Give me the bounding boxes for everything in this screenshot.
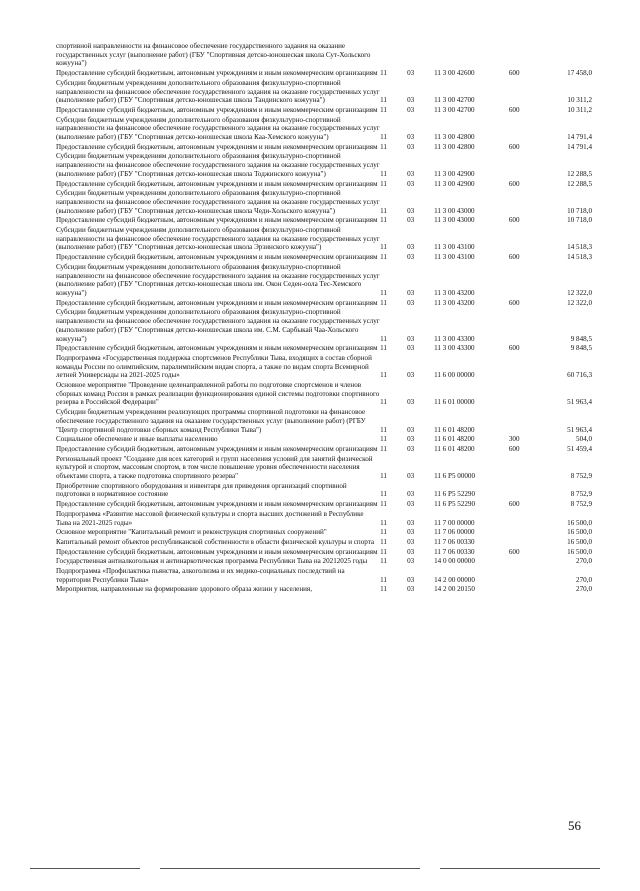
- row-expense-type: [509, 42, 540, 69]
- row-section-code: 11: [380, 547, 387, 556]
- row-amount: 504,0: [576, 435, 592, 444]
- row-subsection-code: 03: [407, 243, 415, 252]
- row-amount: 51 963,4: [567, 425, 592, 434]
- table-row: [56, 299, 592, 309]
- row-subsection-code: 03: [407, 528, 415, 537]
- row-section-code: 11: [380, 398, 387, 407]
- row-expense-type: [509, 79, 540, 106]
- row-section-code: 11: [380, 298, 387, 307]
- row-target-article: 11 3 00 43100: [434, 243, 475, 252]
- table-row: [56, 216, 592, 226]
- row-expense-type: [509, 482, 540, 500]
- row-subsection-code: 03: [407, 500, 415, 509]
- row-target-article: 11 7 06 00330: [434, 547, 475, 556]
- table-row: [56, 354, 592, 381]
- row-description: Подпрограмма «Профилактика пьянства, алкоголизма и их медико-социальных последствий на территории Республики Тыва»: [56, 567, 345, 584]
- row-expense-type: 600: [508, 444, 520, 453]
- row-section-code: 11: [380, 518, 387, 527]
- table-row: [56, 528, 592, 538]
- row-amount: 51 963,4: [567, 398, 592, 407]
- row-target-article: 11 3 00 43200: [434, 288, 475, 297]
- row-target-article: 11 3 00 42600: [434, 69, 475, 78]
- row-subsection-code: 03: [407, 253, 415, 262]
- row-description: Государственная антиалкогольная и антинаркотическая программа Республики Тыва на 20212025 годы: [56, 557, 368, 566]
- row-description: Предоставление субсидий бюджетным, автономным учреждениям и иным некоммерческим организациям: [56, 500, 378, 509]
- row-subsection-code: 03: [407, 334, 415, 343]
- row-amount: 10 311,2: [567, 105, 592, 114]
- row-subsection-code: 03: [407, 371, 415, 380]
- row-target-article: 11 7 06 00000: [434, 528, 475, 537]
- row-target-article: 11 6 P5 52290: [434, 500, 476, 509]
- table-row: [56, 308, 592, 344]
- row-section-code: 11: [380, 425, 387, 434]
- row-expense-type: 600: [508, 105, 520, 114]
- row-target-article: 11 6 01 48200: [434, 425, 475, 434]
- row-description: Социальное обеспечение и иные выплаты населению: [56, 435, 218, 444]
- row-subsection-code: 03: [407, 298, 415, 307]
- row-section-code: 11: [380, 435, 387, 444]
- budget-table: [56, 42, 592, 595]
- row-description: Субсидии бюджетным учреждениям дополнительного образования физкультурно-спортивной направленности на финансовое обеспечение государственного задания на оказание государственных услуг (выполнение работ) (ГБУ "Спортивная детско-юношеская школа Каа-Хемского кожууна"): [56, 115, 380, 142]
- table-row: [56, 538, 592, 548]
- row-subsection-code: 03: [407, 547, 415, 556]
- scan-edge-line: [160, 868, 420, 869]
- row-target-article: 11 3 00 43000: [434, 216, 475, 225]
- row-expense-type: [509, 308, 540, 344]
- row-target-article: 11 3 00 42900: [434, 179, 475, 188]
- row-expense-type: [509, 528, 540, 538]
- row-amount: 270,0: [576, 585, 592, 594]
- table-row: [56, 189, 592, 216]
- table-row: [56, 455, 592, 482]
- table-row: [56, 510, 592, 528]
- row-subsection-code: 03: [407, 435, 415, 444]
- row-subsection-code: 03: [407, 133, 415, 142]
- row-subsection-code: 03: [407, 179, 415, 188]
- row-subsection-code: 03: [407, 490, 415, 499]
- row-description: Субсидии бюджетным учреждениям дополнительного образования физкультурно-спортивной направленности на финансовое обеспечение государственного задания на оказание государственных услуг (выполнение работ) (ГБУ "Спортивная детско-юношеская школа Тандинского кожууна"): [56, 78, 380, 105]
- table-row: [56, 226, 592, 253]
- scan-edge-line: [440, 868, 600, 869]
- row-section-code: 11: [380, 528, 387, 537]
- row-subsection-code: 03: [407, 344, 415, 353]
- row-description: Предоставление субсидий бюджетным, автономным учреждениям и иным некоммерческим организациям: [56, 216, 378, 225]
- row-target-article: 11 3 00 43100: [434, 253, 475, 262]
- row-description: Предоставление субсидий бюджетным, автономным учреждениям и иным некоммерческим организациям: [56, 344, 378, 353]
- row-subsection-code: 03: [407, 425, 415, 434]
- row-description: Предоставление субсидий бюджетным, автономным учреждениям и иным некоммерческим организациям: [56, 298, 378, 307]
- row-expense-type: 600: [508, 179, 520, 188]
- row-amount: 16 500,0: [567, 528, 592, 537]
- table-row: [56, 180, 592, 190]
- row-subsection-code: 03: [407, 169, 415, 178]
- row-subsection-code: 03: [407, 472, 415, 481]
- row-amount: 9 848,5: [570, 344, 592, 353]
- row-amount: 14 518,3: [567, 243, 592, 252]
- row-description: Основное мероприятие "Проведение целенаправленной работы по подготовке спортсменов и членов сборных команд России в рамках реализации функционирования единой системы подготовки спортивного резерва в Российской Федерации": [56, 381, 380, 407]
- row-target-article: 11 7 06 00330: [434, 537, 475, 546]
- row-amount: 8 752,9: [570, 500, 592, 509]
- row-expense-type: [509, 557, 540, 567]
- row-expense-type: [509, 226, 540, 253]
- row-description: Капитальный ремонт объектов республиканской собственности в области физической культуры и спорта: [56, 537, 375, 546]
- row-target-article: 11 3 00 42800: [434, 142, 475, 151]
- row-section-code: 11: [380, 206, 387, 215]
- row-expense-type: 600: [508, 344, 520, 353]
- row-target-article: 11 3 00 43200: [434, 298, 475, 307]
- row-amount: 14 791,4: [567, 133, 592, 142]
- table-row: [56, 585, 592, 595]
- budget-table-body: [56, 42, 592, 595]
- row-description: Предоставление субсидий бюджетным, автономным учреждениям и иным некоммерческим организациям: [56, 69, 378, 78]
- row-amount: 270,0: [576, 575, 592, 584]
- row-expense-type: 600: [508, 69, 520, 78]
- row-section-code: [380, 42, 407, 69]
- row-description: Региональный проект "Создание для всех категорий и групп населения условий для занятий физической культурой и спортом, массовым спортом, в том числе повышение уровня обеспеченности населения объектами спорта, а также подготовка спортивного резерва": [56, 454, 373, 481]
- row-description: Мероприятия, направленные на формирование здорового образа жизни у населения,: [56, 585, 312, 594]
- row-description: Субсидии бюджетным учреждениям реализующих программы спортивной подготовки на финансовое обеспечение государственного задания на оказание государственных услуг (выполнение работ) (РГБУ "Центр спортивной подготовки сборных команд Республики Тыва"): [56, 408, 366, 434]
- row-section-code: 11: [380, 133, 387, 142]
- row-target-article: 11 3 00 42800: [434, 133, 475, 142]
- row-amount: 12 322,0: [567, 288, 592, 297]
- row-amount: 10 718,0: [567, 216, 592, 225]
- row-expense-type: [509, 585, 540, 595]
- row-amount: 60 716,3: [567, 371, 592, 380]
- row-description: Субсидии бюджетным учреждениям дополнительного образования физкультурно-спортивной направленности на финансовое обеспечение государственного задания на оказание государственных услуг (выполнение работ) (ГБУ "Спортивная детско-юношеская школа Чеди-Хольского кожууна"): [56, 189, 380, 215]
- table-row: [56, 263, 592, 299]
- row-target-article: 14 2 00 00000: [434, 575, 475, 584]
- table-row: [56, 557, 592, 567]
- row-expense-type: 600: [508, 142, 520, 151]
- row-amount: 270,0: [576, 557, 592, 566]
- row-section-code: 11: [380, 142, 387, 151]
- row-subsection-code: 03: [407, 142, 415, 151]
- row-expense-type: 600: [508, 253, 520, 262]
- row-amount: 8 752,9: [570, 490, 592, 499]
- row-target-article: 11 6 01 48200: [434, 444, 475, 453]
- row-amount: 16 500,0: [567, 547, 592, 556]
- row-description: Субсидии бюджетным учреждениям дополнительного образования физкультурно-спортивной направленности на финансовое обеспечение государственного задания на оказание государственных услуг (выполнение работ) (ГБУ "Спортивная детско-юношеская школа Эрзинского кожууна"): [56, 226, 380, 252]
- table-row: [56, 567, 592, 585]
- row-section-code: 11: [380, 179, 387, 188]
- row-target-article: 14 0 00 00000: [434, 557, 475, 566]
- row-expense-type: [509, 455, 540, 482]
- row-subsection-code: 03: [407, 585, 415, 594]
- row-expense-type: 600: [508, 298, 520, 307]
- row-target-article: 11 3 00 42700: [434, 105, 475, 114]
- row-target-article: 11 6 P5 00000: [434, 472, 476, 481]
- row-amount: 10 718,0: [567, 206, 592, 215]
- table-row: [56, 408, 592, 435]
- row-section-code: 11: [380, 253, 387, 262]
- row-amount: 12 288,5: [567, 169, 592, 178]
- table-row: [56, 548, 592, 558]
- page-number: 56: [568, 818, 581, 833]
- row-amount: 12 288,5: [567, 179, 592, 188]
- row-section-code: 11: [380, 490, 387, 499]
- row-description: Субсидии бюджетным учреждениям дополнительного образования физкультурно-спортивной направленности на финансовое обеспечение государственного задания на оказание государственных услуг (выполнение работ) (ГБУ "Спортивная детско-юношеская школа им. С.М. Сарбыкай Чаа-Хольского кожууна"): [56, 308, 380, 343]
- row-section-code: 11: [380, 344, 387, 353]
- row-target-article: 11 6 00 00000: [434, 371, 475, 380]
- row-target-article: 11 6 01 00000: [434, 398, 475, 407]
- row-expense-type: 600: [508, 500, 520, 509]
- row-target-article: 11 6 01 48200: [434, 435, 475, 444]
- row-amount: 8 752,9: [570, 472, 592, 481]
- row-description: Субсидии бюджетным учреждениям дополнительного образования физкультурно-спортивной направленности на финансовое обеспечение государственного задания на оказание государственных услуг (выполнение работ) (ГБУ "Спортивная детско-юношеская школа им. Окон Седен-оола Тес-Хемского кожууна"): [56, 262, 380, 297]
- row-target-article: 11 7 00 00000: [434, 518, 475, 527]
- row-amount: 17 458,0: [567, 69, 592, 78]
- table-row: [56, 42, 592, 69]
- table-row: [56, 69, 592, 79]
- scan-edge-line: [30, 868, 140, 869]
- table-row: [56, 381, 592, 408]
- row-expense-type: [509, 189, 540, 216]
- row-subsection-code: 03: [407, 288, 415, 297]
- table-row: [56, 253, 592, 263]
- row-section-code: 11: [380, 69, 387, 78]
- row-target-article: 11 3 00 43300: [434, 344, 475, 353]
- row-target-article: 11 3 00 43000: [434, 206, 475, 215]
- table-row: [56, 500, 592, 510]
- row-amount: 12 322,0: [567, 298, 592, 307]
- row-amount: [540, 42, 592, 69]
- row-expense-type: 600: [508, 216, 520, 225]
- row-expense-type: [509, 116, 540, 143]
- row-amount: 10 311,2: [567, 96, 592, 105]
- row-target-article: [434, 42, 509, 69]
- table-row: [56, 435, 592, 445]
- row-description: Предоставление субсидий бюджетным, автономным учреждениям и иным некоммерческим организациям: [56, 547, 378, 556]
- row-section-code: 11: [380, 585, 387, 594]
- row-target-article: 14 2 00 20150: [434, 585, 475, 594]
- row-subsection-code: 03: [407, 518, 415, 527]
- row-target-article: 11 3 00 43300: [434, 334, 475, 343]
- row-section-code: 11: [380, 575, 387, 584]
- table-row: [56, 116, 592, 143]
- row-section-code: 11: [380, 537, 387, 546]
- row-section-code: 11: [380, 500, 387, 509]
- row-expense-type: [509, 152, 540, 179]
- row-section-code: 11: [380, 371, 387, 380]
- row-description: Предоставление субсидий бюджетным, автономным учреждениям и иным некоммерческим организациям: [56, 444, 378, 453]
- table-row: [56, 445, 592, 455]
- row-description: Предоставление субсидий бюджетным, автономным учреждениям и иным некоммерческим организациям: [56, 179, 378, 188]
- row-section-code: 11: [380, 105, 387, 114]
- row-description: Предоставление субсидий бюджетным, автономным учреждениям и иным некоммерческим организациям: [56, 253, 378, 262]
- row-section-code: 11: [380, 243, 387, 252]
- row-expense-type: [509, 354, 540, 381]
- row-section-code: 11: [380, 472, 387, 481]
- row-expense-type: [509, 381, 540, 408]
- row-expense-type: [509, 510, 540, 528]
- row-subsection-code: 03: [407, 444, 415, 453]
- row-description: Предоставление субсидий бюджетным, автономным учреждениям и иным некоммерческим организациям: [56, 142, 378, 151]
- row-amount: 14 791,4: [567, 142, 592, 151]
- row-amount: 51 459,4: [567, 444, 592, 453]
- row-expense-type: 600: [508, 547, 520, 556]
- row-description: Основное мероприятие "Капитальный ремонт и реконструкция спортивных сооружений": [56, 528, 327, 537]
- row-expense-type: 300: [508, 435, 520, 444]
- row-description: Субсидии бюджетным учреждениям дополнительного образования физкультурно-спортивной направленности на финансовое обеспечение государственного задания на оказание государственных услуг (выполнение работ) (ГБУ "Спортивная детско-юношеская школа Тоджинского кожууна"): [56, 152, 380, 178]
- row-amount: 16 500,0: [567, 537, 592, 546]
- row-expense-type: [509, 538, 540, 548]
- table-row: [56, 106, 592, 116]
- row-description: Подпрограмма «Развитие массовой физической культуры и спорта высших достижений в Республике Тыва на 2021-2025 годы»: [56, 509, 364, 527]
- row-target-article: 11 3 00 42700: [434, 96, 475, 105]
- row-section-code: 11: [380, 334, 387, 343]
- row-target-article: 11 3 00 42900: [434, 169, 475, 178]
- row-amount: 16 500,0: [567, 518, 592, 527]
- row-description: Приобретение спортивного оборудования и инвентаря для приведения организаций спортивной подготовки в нормативное состояние: [56, 481, 347, 499]
- row-subsection-code: 03: [407, 69, 415, 78]
- row-expense-type: [509, 263, 540, 299]
- table-row: [56, 152, 592, 179]
- row-subsection-code: 03: [407, 575, 415, 584]
- row-amount: 9 848,5: [570, 334, 592, 343]
- row-section-code: 11: [380, 169, 387, 178]
- row-subsection-code: 03: [407, 557, 415, 566]
- table-row: [56, 344, 592, 354]
- row-subsection-code: 03: [407, 398, 415, 407]
- row-section-code: 11: [380, 557, 387, 566]
- row-target-article: 11 6 P5 52290: [434, 490, 476, 499]
- table-row: [56, 143, 592, 153]
- row-subsection-code: 03: [407, 105, 415, 114]
- row-description: Предоставление субсидий бюджетным, автономным учреждениям и иным некоммерческим организациям: [56, 105, 378, 114]
- row-expense-type: [509, 408, 540, 435]
- row-expense-type: [509, 567, 540, 585]
- table-row: [56, 482, 592, 500]
- row-amount: 14 518,3: [567, 253, 592, 262]
- row-subsection-code: 03: [407, 96, 415, 105]
- row-section-code: 11: [380, 444, 387, 453]
- row-subsection-code: 03: [407, 537, 415, 546]
- table-row: [56, 79, 592, 106]
- row-section-code: 11: [380, 288, 387, 297]
- row-subsection-code: 03: [407, 216, 415, 225]
- row-description: спортивной направленности на финансовое обеспечение государственного задания на оказание государственных услуг (выполнение работ) (ГБУ "Спортивная детско-юношеская школа Сут-Хольского кожууна"): [56, 42, 371, 68]
- row-section-code: 11: [380, 216, 387, 225]
- row-section-code: 11: [380, 96, 387, 105]
- row-description: Подпрограмма «Государственная поддержка спортсменов Республики Тыва, входящих в состав сборной команды России по олимпийским, паралимпийским видам спорта, а также по видам спорта Всемирной летней Универсиады на 2021-2025 годы»: [56, 353, 372, 380]
- row-subsection-code: 03: [407, 206, 415, 215]
- row-subsection-code: [407, 42, 434, 69]
